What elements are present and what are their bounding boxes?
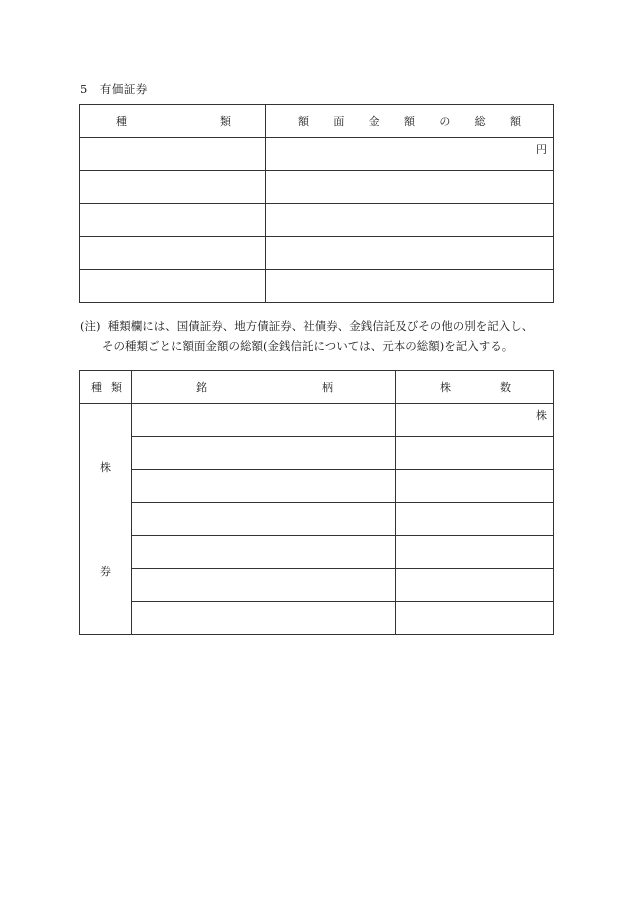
section-number: 5 [80, 82, 88, 96]
table-row [80, 437, 554, 470]
header-kind: 種 類 [80, 105, 266, 138]
table-row [80, 138, 554, 171]
total-cell[interactable] [266, 237, 554, 270]
table-row [80, 569, 554, 602]
share-count-cell[interactable] [396, 569, 554, 602]
kind-cell[interactable] [80, 237, 266, 270]
stock-table [79, 370, 554, 635]
share-count-cell[interactable] [396, 602, 554, 635]
table-row [80, 204, 554, 237]
share-count-cell[interactable] [396, 536, 554, 569]
kind-cell[interactable] [80, 204, 266, 237]
stock-header-row [80, 371, 554, 404]
section-heading [80, 81, 148, 97]
header-kind: 種 類 [80, 371, 132, 404]
kind-cell[interactable] [80, 138, 266, 171]
note-line-1: (注) 種類欄には、国債証券、地方債証券、社債券、金銭信託及びその他の別を記入し、 [80, 319, 534, 333]
share-count-cell[interactable] [396, 404, 554, 437]
table-row [80, 270, 554, 303]
table-row [80, 503, 554, 536]
share-count-cell[interactable] [396, 470, 554, 503]
note-line-2: その種類ごとに額面金額の総額(金銭信託については、元本の総額)を記入する。 [102, 339, 514, 353]
kind-cell[interactable] [80, 270, 266, 303]
table-row [80, 404, 554, 437]
total-cell[interactable] [266, 270, 554, 303]
issue-name-cell[interactable] [132, 536, 396, 569]
table-row [80, 470, 554, 503]
table-row [80, 602, 554, 635]
stock-kind-char-2: 券 [100, 565, 111, 578]
issue-name-cell[interactable] [132, 437, 396, 470]
securities-header-row [80, 105, 554, 138]
issue-name-cell[interactable] [132, 503, 396, 536]
note [80, 316, 560, 356]
header-total-face-value: 額 面 金 額 の 総 額 [266, 105, 554, 138]
total-cell[interactable] [266, 138, 554, 171]
header-issue-name: 銘 柄 [132, 371, 396, 404]
issue-name-cell[interactable] [132, 602, 396, 635]
issue-name-cell[interactable] [132, 470, 396, 503]
stock-kind-cell [80, 404, 132, 635]
note-label: (注) [80, 319, 101, 333]
header-share-count: 株 数 [396, 371, 554, 404]
securities-table [79, 104, 554, 303]
share-unit-label: 株 [536, 409, 547, 422]
table-row [80, 536, 554, 569]
table-row [80, 237, 554, 270]
table-row [80, 171, 554, 204]
kind-cell[interactable] [80, 171, 266, 204]
yen-unit-label: 円 [536, 143, 547, 156]
share-count-cell[interactable] [396, 503, 554, 536]
share-count-cell[interactable] [396, 437, 554, 470]
issue-name-cell[interactable] [132, 569, 396, 602]
total-cell[interactable] [266, 171, 554, 204]
total-cell[interactable] [266, 204, 554, 237]
stock-kind-char-1: 株 [100, 461, 111, 474]
section-title: 有価証券 [99, 82, 148, 96]
issue-name-cell[interactable] [132, 404, 396, 437]
